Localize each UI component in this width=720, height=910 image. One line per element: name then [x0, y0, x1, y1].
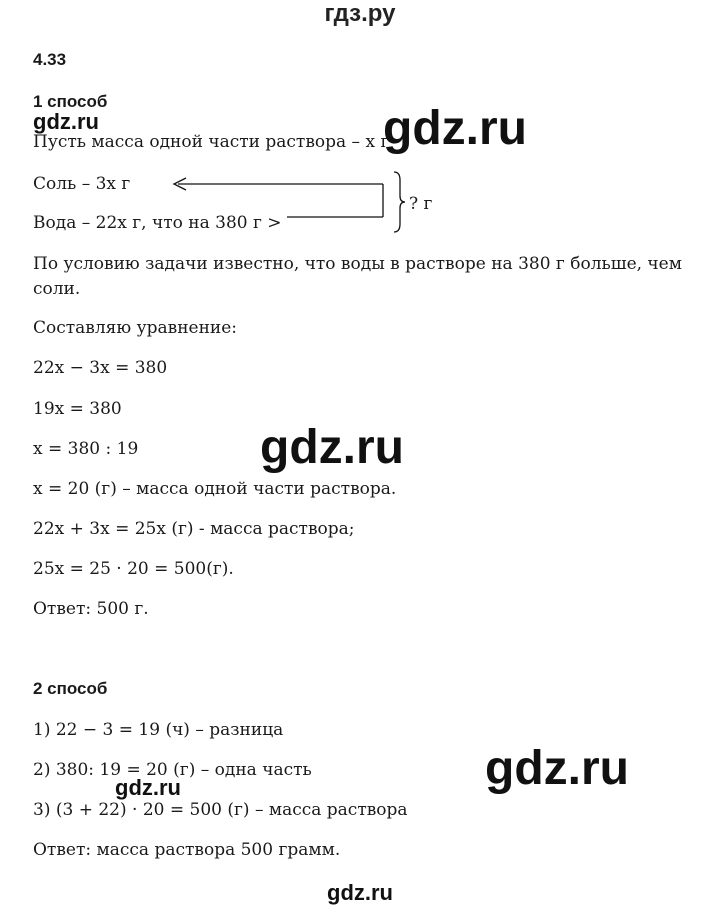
answer-line: Ответ: 500 г.	[33, 599, 149, 619]
equation-line: x = 380 : 19	[33, 439, 139, 459]
equation-line: 22x + 3x = 25x (г) - масса раствора;	[33, 519, 355, 539]
watermark-big: gdz.ru	[383, 102, 527, 155]
watermark-small: gdz.ru	[33, 109, 99, 134]
water-line: Вода – 22x г, что на 380 г >	[33, 213, 282, 233]
answer-line: Ответ: масса раствора 500 грамм.	[33, 840, 341, 860]
salt-line: Соль – 3x г	[33, 174, 131, 194]
method1-title: 1 способ	[33, 92, 108, 111]
text-line: Пусть масса одной части раствора – x г	[33, 132, 390, 152]
watermark-small: gdz.ru	[115, 775, 181, 800]
equation-line: 19x = 380	[33, 399, 122, 419]
task-number: 4.33	[33, 50, 67, 69]
curly-brace	[394, 172, 405, 232]
text-line: По условию задачи известно, что воды в растворе на 380 г больше, чем	[33, 254, 682, 274]
equation-line: 22x − 3x = 380	[33, 358, 168, 378]
comparison-arrow	[174, 178, 383, 217]
equation-line: x = 20 (г) – масса одной части раствора.	[33, 479, 397, 499]
step-line: 1) 22 − 3 = 19 (ч) – разница	[33, 720, 284, 740]
site-header: гдз.ру	[324, 0, 396, 27]
brace-label: ? г	[409, 194, 433, 214]
step-line: 3) (3 + 22) · 20 = 500 (г) – масса раствора	[33, 800, 408, 820]
watermark-footer: gdz.ru	[327, 880, 393, 905]
step-line: 2) 380: 19 = 20 (г) – одна часть	[33, 760, 312, 780]
equation-line: 25x = 25 · 20 = 500(г).	[33, 559, 234, 579]
watermark-big: gdz.ru	[485, 742, 629, 795]
watermark-big: gdz.ru	[260, 421, 404, 474]
method2-title: 2 способ	[33, 679, 108, 698]
text-line: соли.	[33, 279, 81, 299]
text-line: Составляю уравнение:	[33, 318, 238, 338]
